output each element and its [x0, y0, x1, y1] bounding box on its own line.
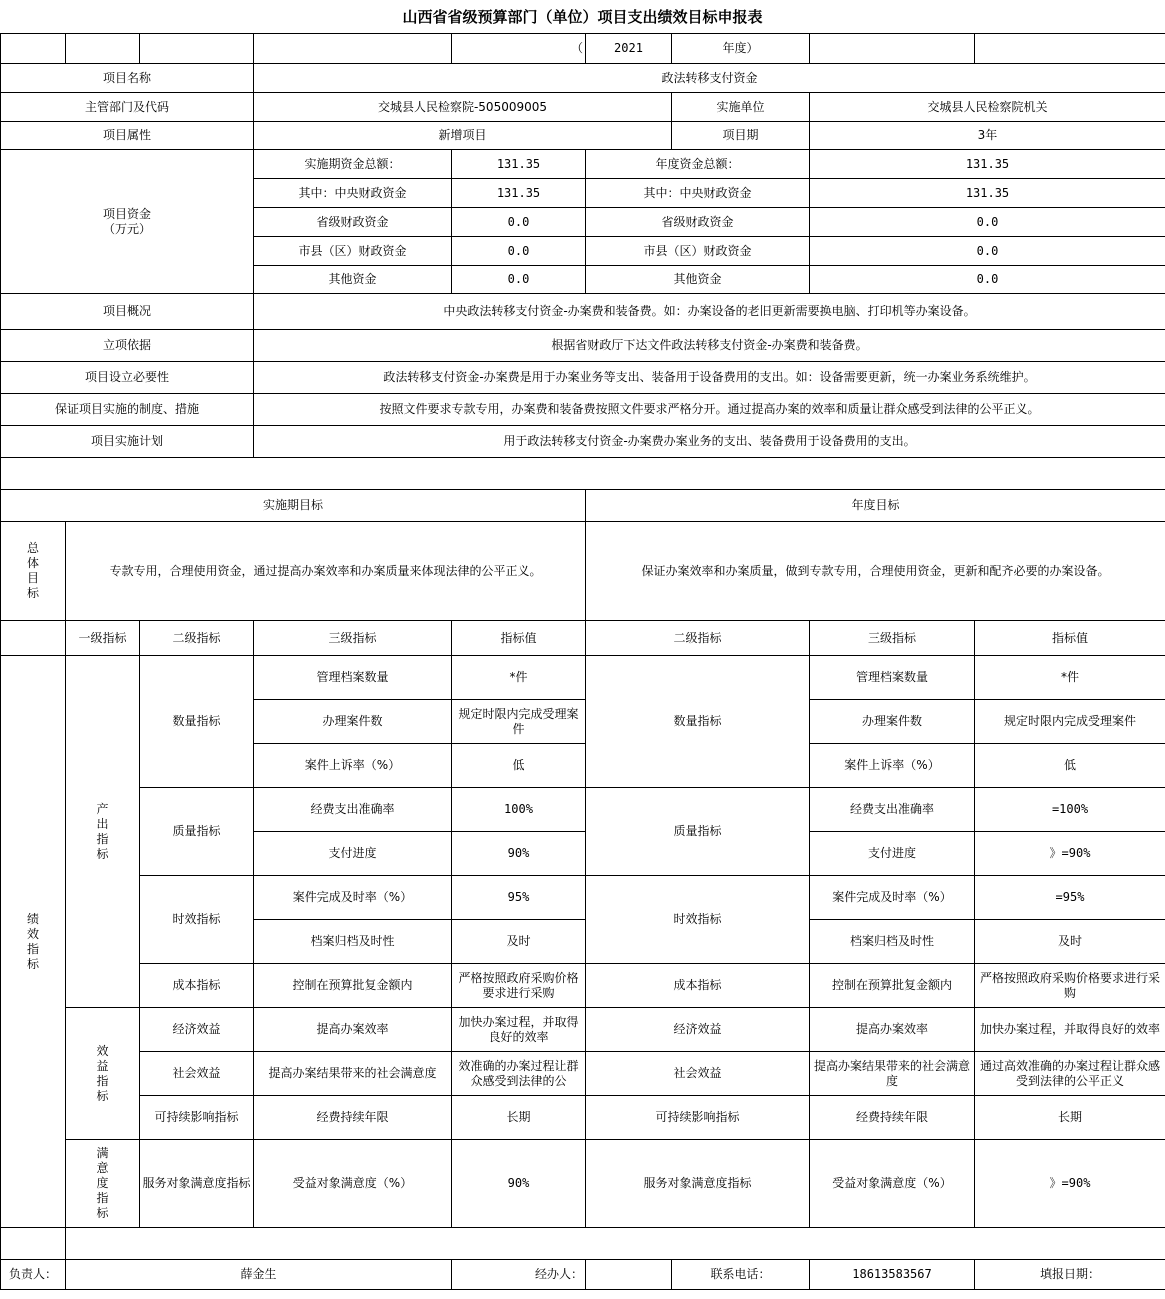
year-county-value: 0.0 [810, 237, 1165, 266]
measures-label: 保证项目实施的制度、措施 [1, 394, 254, 426]
report-table [0, 33, 1165, 1290]
impl-goal-header: 实施期目标 [1, 490, 586, 522]
measures-text: 按照文件要求专款专用，办案费和装备费按照文件要求严格分开。通过提高办案的效率和质量让群众感受到法律的公平正义。 [254, 394, 1165, 426]
cost-label-year: 成本指标 [586, 964, 810, 1008]
project-name-row [1, 64, 1165, 93]
period-value: 3年 [810, 122, 1165, 150]
year-provincial-label: 省级财政资金 [586, 208, 810, 237]
goal-header-row [1, 490, 1165, 522]
year-goal-header: 年度目标 [586, 490, 1165, 522]
measures-row [1, 394, 1165, 426]
year-goal-text: 保证办案效率和办案质量，做到专款专用，合理使用资金，更新和配齐必要的办案设备。 [586, 522, 1165, 621]
header-l3-impl: 三级指标 [254, 621, 452, 656]
page-title: 山西省省级预算部门（单位）项目支出绩效目标申报表 [402, 8, 763, 26]
basis-text: 根据省财政厅下达文件政法转移支付资金-办案费和装备费。 [254, 330, 1165, 362]
header-l2-impl: 二级指标 [140, 621, 254, 656]
table-row: 支付进度 90% 支付进度 》=90% [1, 832, 1165, 876]
table-row: 效 益 指 标 经济效益 提高办案效率 加快办案过程，并取得良好的效率 经济效益 提高办案效率 加快办案过程，并取得良好的效率 [1, 1008, 1165, 1052]
table-row: 社会效益 提高办案结果带来的社会满意度 效准确的办案过程让群众感受到法律的公 社会效益 提高办案结果带来的社会满意度 通过高效准确的办案过程让群众感受到法律的公平正义 [1, 1052, 1165, 1096]
impl-county-label: 市县（区）财政资金 [254, 237, 452, 266]
basis-row [1, 330, 1165, 362]
funds-label: 项目资金 （万元） [1, 150, 254, 294]
summary-row [1, 294, 1165, 330]
funds-total-row [1, 150, 1165, 179]
impl-central-label: 其中：中央财政资金 [254, 179, 452, 208]
plan-label: 项目实施计划 [1, 426, 254, 458]
table-row: 档案归档及时性 及时 档案归档及时性 及时 [1, 920, 1165, 964]
impl-other-value: 0.0 [452, 266, 586, 294]
impl-central-value: 131.35 [452, 179, 586, 208]
impl-provincial-label: 省级财政资金 [254, 208, 452, 237]
year-row [1, 34, 1165, 64]
table-row: 案件上诉率（%） 低 案件上诉率（%） 低 [1, 744, 1165, 788]
impl-provincial-value: 0.0 [452, 208, 586, 237]
dept-row [1, 93, 1165, 122]
timeliness-label-year: 时效指标 [586, 876, 810, 964]
goal-row [1, 522, 1165, 621]
table-row: 满 意 度 指 标 服务对象满意度指标 受益对象满意度（%） 90% 服务对象满意度指标 受益对象满意度（%） 》=90% [1, 1140, 1165, 1228]
handler-label: 经办人： [452, 1260, 586, 1290]
header-value-impl: 指标值 [452, 621, 586, 656]
year-value: 2021 [586, 34, 672, 64]
date-label: 填报日期： [975, 1260, 1165, 1290]
year-open: （ [452, 34, 586, 64]
impl-total-label: 实施期资金总额： [254, 150, 452, 179]
phone-label: 联系电话： [672, 1260, 810, 1290]
quantity-label-impl: 数量指标 [140, 656, 254, 788]
year-county-label: 市县（区）财政资金 [586, 237, 810, 266]
header-l3-year: 三级指标 [810, 621, 975, 656]
unit-label: 实施单位 [672, 93, 810, 122]
attr-label: 项目属性 [1, 122, 254, 150]
satisfaction-indicator-label: 满 意 度 指 标 [66, 1140, 140, 1228]
plan-text: 用于政法转移支付资金-办案费办案业务的支出、装备费用于设备费用的支出。 [254, 426, 1165, 458]
attr-value: 新增项目 [254, 122, 672, 150]
year-total-label: 年度资金总额： [586, 150, 810, 179]
summary-label: 项目概况 [1, 294, 254, 330]
cost-label-impl: 成本指标 [140, 964, 254, 1008]
table-row: 质量指标 经费支出准确率 100% 质量指标 经费支出准确率 =100% [1, 788, 1165, 832]
table-row: 时效指标 案件完成及时率（%） 95% 时效指标 案件完成及时率（%） =95% [1, 876, 1165, 920]
impl-county-value: 0.0 [452, 237, 586, 266]
necessity-text: 政法转移支付资金-办案费是用于办案业务等支出、装备用于设备费用的支出。如：设备需要更新，统一办案业务系统维护。 [254, 362, 1165, 394]
impl-other-label: 其他资金 [254, 266, 452, 294]
table-row: 可持续影响指标 经费持续年限 长期 可持续影响指标 经费持续年限 长期 [1, 1096, 1165, 1140]
footer-row [1, 1260, 1165, 1290]
handler-value [586, 1260, 672, 1290]
benefit-indicator-label: 效 益 指 标 [66, 1008, 140, 1140]
perf-indicator-label: 绩 效 指 标 [1, 656, 66, 1228]
quality-label-year: 质量指标 [586, 788, 810, 876]
indicator-header-row [1, 621, 1165, 656]
attr-row [1, 122, 1165, 150]
year-close: 年度） [672, 34, 810, 64]
header-l1: 一级指标 [66, 621, 140, 656]
table-row: 绩 效 指 标 产 出 指 标 数量指标 管理档案数量 *件 数量指标 管理档案数量 *件 [1, 656, 1165, 700]
plan-row [1, 426, 1165, 458]
project-name-label: 项目名称 [1, 64, 254, 93]
dept-value: 交城县人民检察院-505009005 [254, 93, 672, 122]
quantity-label-year: 数量指标 [586, 656, 810, 788]
year-provincial-value: 0.0 [810, 208, 1165, 237]
necessity-row [1, 362, 1165, 394]
impl-goal-text: 专款专用，合理使用资金，通过提高办案效率和办案质量来体现法律的公平正义。 [66, 522, 586, 621]
year-other-label: 其他资金 [586, 266, 810, 294]
basis-label: 立项依据 [1, 330, 254, 362]
header-l2-year: 二级指标 [586, 621, 810, 656]
spacer-row [1, 458, 1165, 490]
dept-label: 主管部门及代码 [1, 93, 254, 122]
year-central-label: 其中：中央财政资金 [586, 179, 810, 208]
summary-text: 中央政法转移支付资金-办案费和装备费。如：办案设备的老旧更新需要换电脑、打印机等办案设备。 [254, 294, 1165, 330]
year-other-value: 0.0 [810, 266, 1165, 294]
header-value-year: 指标值 [975, 621, 1165, 656]
overall-goal-label: 总 体 目 标 [1, 522, 66, 621]
unit-value: 交城县人民检察院机关 [810, 93, 1165, 122]
blank-row [1, 1228, 1165, 1260]
output-indicator-label: 产 出 指 标 [66, 656, 140, 1008]
phone-value: 18613583567 [810, 1260, 975, 1290]
project-name-value: 政法转移支付资金 [254, 64, 1165, 93]
period-label: 项目期 [672, 122, 810, 150]
quality-label-impl: 质量指标 [140, 788, 254, 876]
table-row: 办理案件数 规定时限内完成受理案件 办理案件数 规定时限内完成受理案件 [1, 700, 1165, 744]
timeliness-label-impl: 时效指标 [140, 876, 254, 964]
necessity-label: 项目设立必要性 [1, 362, 254, 394]
year-central-value: 131.35 [810, 179, 1165, 208]
person-label: 负责人： [1, 1260, 66, 1290]
impl-total-value: 131.35 [452, 150, 586, 179]
table-row: 成本指标 控制在预算批复金额内 严格按照政府采购价格要求进行采购 成本指标 控制在预算批复金额内 严格按照政府采购价格要求进行采购 [1, 964, 1165, 1008]
person-value: 薛金生 [66, 1260, 452, 1290]
year-total-value: 131.35 [810, 150, 1165, 179]
